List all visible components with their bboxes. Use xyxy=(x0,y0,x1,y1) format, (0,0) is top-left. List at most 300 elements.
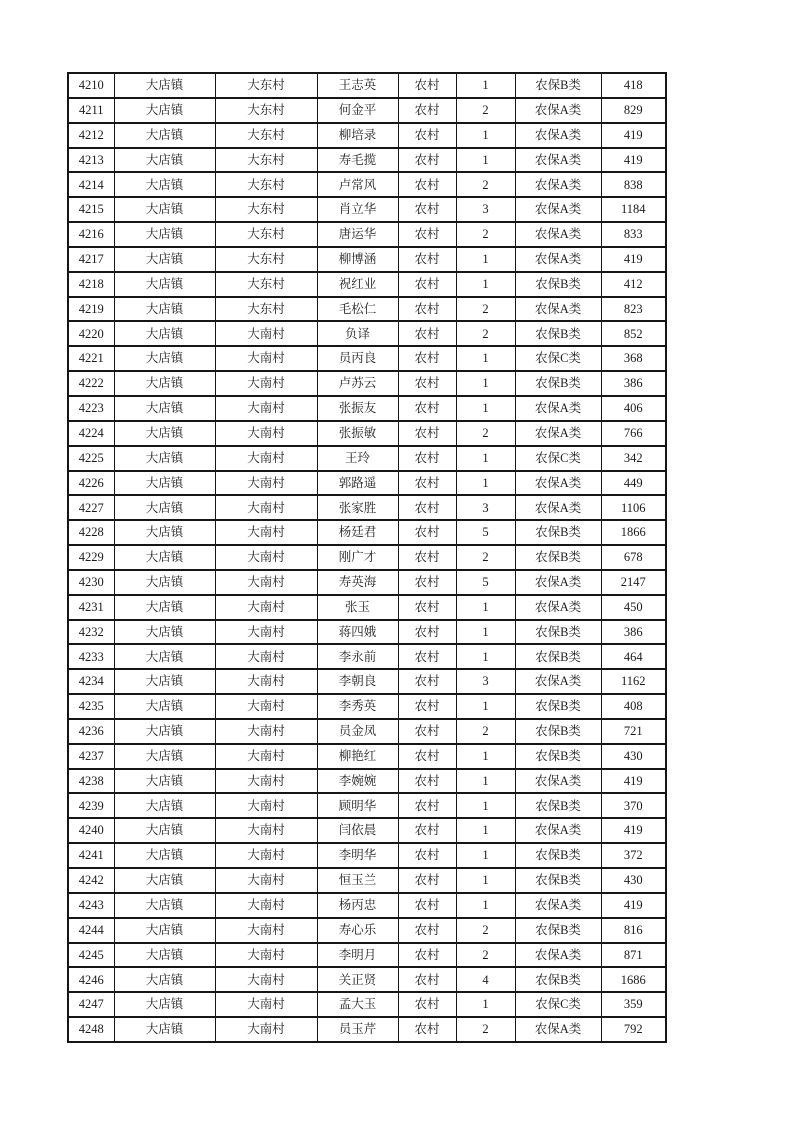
cell-insurance_class: 农保A类 xyxy=(515,893,601,918)
cell-village: 大南村 xyxy=(215,545,317,570)
cell-serial: 4230 xyxy=(68,570,114,595)
cell-serial: 4244 xyxy=(68,918,114,943)
cell-village: 大南村 xyxy=(215,992,317,1017)
cell-amount: 816 xyxy=(601,918,666,943)
cell-household_type: 农村 xyxy=(398,272,456,297)
cell-serial: 4239 xyxy=(68,793,114,818)
cell-amount: 359 xyxy=(601,992,666,1017)
cell-name: 柳博涵 xyxy=(317,247,398,272)
cell-village: 大南村 xyxy=(215,1017,317,1042)
cell-serial: 4220 xyxy=(68,321,114,346)
cell-town: 大店镇 xyxy=(114,868,215,893)
cell-town: 大店镇 xyxy=(114,620,215,645)
cell-town: 大店镇 xyxy=(114,793,215,818)
cell-serial: 4226 xyxy=(68,471,114,496)
cell-insurance_class: 农保A类 xyxy=(515,818,601,843)
cell-amount: 406 xyxy=(601,396,666,421)
cell-household_type: 农村 xyxy=(398,719,456,744)
cell-town: 大店镇 xyxy=(114,321,215,346)
cell-town: 大店镇 xyxy=(114,893,215,918)
cell-serial: 4222 xyxy=(68,371,114,396)
cell-insurance_class: 农保B类 xyxy=(515,719,601,744)
cell-amount: 419 xyxy=(601,893,666,918)
cell-name: 寿毛揽 xyxy=(317,148,398,173)
cell-village: 大南村 xyxy=(215,446,317,471)
cell-household_type: 农村 xyxy=(398,172,456,197)
cell-town: 大店镇 xyxy=(114,719,215,744)
cell-name: 毛松仁 xyxy=(317,297,398,322)
cell-person_count: 1 xyxy=(456,992,515,1017)
cell-name: 关正贤 xyxy=(317,967,398,992)
table-row xyxy=(68,321,666,346)
cell-serial: 4217 xyxy=(68,247,114,272)
cell-insurance_class: 农保B类 xyxy=(515,520,601,545)
cell-household_type: 农村 xyxy=(398,396,456,421)
cell-town: 大店镇 xyxy=(114,843,215,868)
cell-town: 大店镇 xyxy=(114,943,215,968)
cell-person_count: 2 xyxy=(456,545,515,570)
cell-insurance_class: 农保B类 xyxy=(515,793,601,818)
cell-household_type: 农村 xyxy=(398,495,456,520)
cell-person_count: 4 xyxy=(456,967,515,992)
cell-household_type: 农村 xyxy=(398,297,456,322)
cell-person_count: 1 xyxy=(456,868,515,893)
cell-name: 王志英 xyxy=(317,73,398,98)
cell-person_count: 2 xyxy=(456,421,515,446)
cell-serial: 4215 xyxy=(68,197,114,222)
table-row xyxy=(68,744,666,769)
cell-insurance_class: 农保A类 xyxy=(515,421,601,446)
cell-person_count: 5 xyxy=(456,520,515,545)
cell-insurance_class: 农保A类 xyxy=(515,1017,601,1042)
cell-household_type: 农村 xyxy=(398,545,456,570)
cell-insurance_class: 农保A类 xyxy=(515,297,601,322)
cell-person_count: 1 xyxy=(456,769,515,794)
cell-name: 李明华 xyxy=(317,843,398,868)
cell-town: 大店镇 xyxy=(114,1017,215,1042)
cell-person_count: 1 xyxy=(456,843,515,868)
cell-insurance_class: 农保C类 xyxy=(515,346,601,371)
cell-serial: 4247 xyxy=(68,992,114,1017)
records-table-body xyxy=(68,73,666,1042)
cell-village: 大东村 xyxy=(215,148,317,173)
cell-village: 大南村 xyxy=(215,694,317,719)
cell-amount: 1162 xyxy=(601,669,666,694)
cell-town: 大店镇 xyxy=(114,346,215,371)
cell-amount: 386 xyxy=(601,620,666,645)
cell-name: 王玲 xyxy=(317,446,398,471)
table-row xyxy=(68,719,666,744)
cell-amount: 1866 xyxy=(601,520,666,545)
table-row xyxy=(68,843,666,868)
cell-insurance_class: 农保B类 xyxy=(515,868,601,893)
cell-name: 杨丙忠 xyxy=(317,893,398,918)
cell-amount: 678 xyxy=(601,545,666,570)
cell-name: 李永前 xyxy=(317,644,398,669)
cell-town: 大店镇 xyxy=(114,421,215,446)
cell-insurance_class: 农保A类 xyxy=(515,98,601,123)
cell-household_type: 农村 xyxy=(398,570,456,595)
cell-village: 大南村 xyxy=(215,893,317,918)
cell-name: 张家胜 xyxy=(317,495,398,520)
cell-town: 大店镇 xyxy=(114,595,215,620)
cell-household_type: 农村 xyxy=(398,421,456,446)
cell-town: 大店镇 xyxy=(114,818,215,843)
cell-village: 大南村 xyxy=(215,868,317,893)
cell-household_type: 农村 xyxy=(398,843,456,868)
cell-town: 大店镇 xyxy=(114,769,215,794)
cell-village: 大东村 xyxy=(215,197,317,222)
cell-town: 大店镇 xyxy=(114,471,215,496)
cell-town: 大店镇 xyxy=(114,570,215,595)
cell-village: 大东村 xyxy=(215,98,317,123)
cell-town: 大店镇 xyxy=(114,446,215,471)
cell-village: 大南村 xyxy=(215,346,317,371)
cell-town: 大店镇 xyxy=(114,495,215,520)
cell-person_count: 1 xyxy=(456,346,515,371)
cell-serial: 4228 xyxy=(68,520,114,545)
cell-name: 李婉婉 xyxy=(317,769,398,794)
cell-person_count: 3 xyxy=(456,669,515,694)
cell-serial: 4219 xyxy=(68,297,114,322)
cell-name: 李朝良 xyxy=(317,669,398,694)
table-row xyxy=(68,123,666,148)
cell-person_count: 1 xyxy=(456,73,515,98)
cell-serial: 4221 xyxy=(68,346,114,371)
table-row xyxy=(68,222,666,247)
cell-name: 员玉芹 xyxy=(317,1017,398,1042)
cell-town: 大店镇 xyxy=(114,247,215,272)
cell-amount: 419 xyxy=(601,818,666,843)
cell-town: 大店镇 xyxy=(114,123,215,148)
cell-household_type: 农村 xyxy=(398,918,456,943)
cell-village: 大南村 xyxy=(215,421,317,446)
cell-serial: 4212 xyxy=(68,123,114,148)
cell-town: 大店镇 xyxy=(114,98,215,123)
cell-household_type: 农村 xyxy=(398,943,456,968)
cell-village: 大南村 xyxy=(215,321,317,346)
cell-name: 负译 xyxy=(317,321,398,346)
cell-town: 大店镇 xyxy=(114,644,215,669)
cell-household_type: 农村 xyxy=(398,73,456,98)
cell-person_count: 2 xyxy=(456,297,515,322)
cell-serial: 4242 xyxy=(68,868,114,893)
cell-amount: 449 xyxy=(601,471,666,496)
cell-person_count: 1 xyxy=(456,818,515,843)
cell-amount: 368 xyxy=(601,346,666,371)
table-row xyxy=(68,943,666,968)
cell-insurance_class: 农保A类 xyxy=(515,769,601,794)
cell-serial: 4231 xyxy=(68,595,114,620)
cell-amount: 342 xyxy=(601,446,666,471)
cell-household_type: 农村 xyxy=(398,1017,456,1042)
cell-household_type: 农村 xyxy=(398,793,456,818)
table-row xyxy=(68,371,666,396)
cell-household_type: 农村 xyxy=(398,818,456,843)
cell-name: 张振友 xyxy=(317,396,398,421)
cell-town: 大店镇 xyxy=(114,669,215,694)
table-row xyxy=(68,148,666,173)
cell-serial: 4236 xyxy=(68,719,114,744)
cell-name: 柳艳红 xyxy=(317,744,398,769)
cell-village: 大南村 xyxy=(215,644,317,669)
cell-person_count: 2 xyxy=(456,719,515,744)
cell-serial: 4232 xyxy=(68,620,114,645)
cell-name: 顾明华 xyxy=(317,793,398,818)
cell-amount: 450 xyxy=(601,595,666,620)
cell-village: 大东村 xyxy=(215,73,317,98)
cell-amount: 372 xyxy=(601,843,666,868)
cell-village: 大南村 xyxy=(215,744,317,769)
cell-serial: 4227 xyxy=(68,495,114,520)
cell-serial: 4243 xyxy=(68,893,114,918)
cell-name: 李明月 xyxy=(317,943,398,968)
table-row xyxy=(68,595,666,620)
cell-household_type: 农村 xyxy=(398,893,456,918)
cell-serial: 4238 xyxy=(68,769,114,794)
cell-household_type: 农村 xyxy=(398,321,456,346)
cell-village: 大南村 xyxy=(215,918,317,943)
cell-person_count: 1 xyxy=(456,446,515,471)
cell-insurance_class: 农保B类 xyxy=(515,73,601,98)
cell-name: 孟大玉 xyxy=(317,992,398,1017)
cell-insurance_class: 农保A类 xyxy=(515,148,601,173)
cell-serial: 4211 xyxy=(68,98,114,123)
cell-serial: 4246 xyxy=(68,967,114,992)
cell-person_count: 1 xyxy=(456,595,515,620)
cell-village: 大东村 xyxy=(215,247,317,272)
cell-village: 大南村 xyxy=(215,967,317,992)
cell-person_count: 2 xyxy=(456,222,515,247)
cell-village: 大南村 xyxy=(215,495,317,520)
cell-insurance_class: 农保A类 xyxy=(515,595,601,620)
cell-serial: 4245 xyxy=(68,943,114,968)
cell-insurance_class: 农保A类 xyxy=(515,943,601,968)
cell-amount: 419 xyxy=(601,123,666,148)
cell-serial: 4237 xyxy=(68,744,114,769)
table-row xyxy=(68,272,666,297)
cell-village: 大南村 xyxy=(215,669,317,694)
cell-person_count: 1 xyxy=(456,620,515,645)
cell-village: 大南村 xyxy=(215,396,317,421)
table-row xyxy=(68,669,666,694)
cell-amount: 1106 xyxy=(601,495,666,520)
cell-insurance_class: 农保A类 xyxy=(515,471,601,496)
table-row xyxy=(68,893,666,918)
cell-household_type: 农村 xyxy=(398,247,456,272)
cell-name: 卢苏云 xyxy=(317,371,398,396)
cell-household_type: 农村 xyxy=(398,197,456,222)
cell-household_type: 农村 xyxy=(398,769,456,794)
cell-household_type: 农村 xyxy=(398,868,456,893)
cell-person_count: 1 xyxy=(456,694,515,719)
cell-town: 大店镇 xyxy=(114,918,215,943)
table-row xyxy=(68,620,666,645)
cell-person_count: 5 xyxy=(456,570,515,595)
cell-town: 大店镇 xyxy=(114,967,215,992)
cell-household_type: 农村 xyxy=(398,98,456,123)
cell-village: 大南村 xyxy=(215,471,317,496)
cell-name: 闫依晨 xyxy=(317,818,398,843)
cell-household_type: 农村 xyxy=(398,744,456,769)
table-row xyxy=(68,396,666,421)
cell-amount: 419 xyxy=(601,247,666,272)
cell-serial: 4240 xyxy=(68,818,114,843)
cell-town: 大店镇 xyxy=(114,148,215,173)
cell-insurance_class: 农保C类 xyxy=(515,992,601,1017)
cell-serial: 4233 xyxy=(68,644,114,669)
cell-amount: 408 xyxy=(601,694,666,719)
cell-person_count: 2 xyxy=(456,321,515,346)
cell-household_type: 农村 xyxy=(398,520,456,545)
cell-person_count: 2 xyxy=(456,943,515,968)
cell-village: 大南村 xyxy=(215,371,317,396)
cell-town: 大店镇 xyxy=(114,992,215,1017)
cell-amount: 430 xyxy=(601,744,666,769)
cell-name: 柳培录 xyxy=(317,123,398,148)
cell-insurance_class: 农保B类 xyxy=(515,620,601,645)
cell-household_type: 农村 xyxy=(398,595,456,620)
cell-person_count: 1 xyxy=(456,148,515,173)
table-row xyxy=(68,769,666,794)
cell-amount: 419 xyxy=(601,148,666,173)
table-row xyxy=(68,98,666,123)
cell-town: 大店镇 xyxy=(114,744,215,769)
table-row xyxy=(68,1017,666,1042)
table-row xyxy=(68,967,666,992)
cell-household_type: 农村 xyxy=(398,620,456,645)
cell-insurance_class: 农保B类 xyxy=(515,272,601,297)
cell-town: 大店镇 xyxy=(114,396,215,421)
cell-person_count: 1 xyxy=(456,247,515,272)
cell-person_count: 1 xyxy=(456,123,515,148)
cell-household_type: 农村 xyxy=(398,967,456,992)
table-row xyxy=(68,297,666,322)
cell-household_type: 农村 xyxy=(398,222,456,247)
cell-person_count: 2 xyxy=(456,172,515,197)
cell-person_count: 1 xyxy=(456,396,515,421)
cell-amount: 823 xyxy=(601,297,666,322)
cell-amount: 386 xyxy=(601,371,666,396)
cell-name: 何金平 xyxy=(317,98,398,123)
cell-village: 大东村 xyxy=(215,222,317,247)
cell-person_count: 2 xyxy=(456,918,515,943)
cell-serial: 4216 xyxy=(68,222,114,247)
cell-name: 员丙良 xyxy=(317,346,398,371)
cell-insurance_class: 农保A类 xyxy=(515,396,601,421)
cell-amount: 412 xyxy=(601,272,666,297)
cell-household_type: 农村 xyxy=(398,346,456,371)
cell-name: 祝红业 xyxy=(317,272,398,297)
cell-amount: 418 xyxy=(601,73,666,98)
cell-town: 大店镇 xyxy=(114,371,215,396)
cell-insurance_class: 农保B类 xyxy=(515,918,601,943)
cell-village: 大东村 xyxy=(215,272,317,297)
cell-name: 李秀英 xyxy=(317,694,398,719)
cell-town: 大店镇 xyxy=(114,197,215,222)
cell-insurance_class: 农保B类 xyxy=(515,744,601,769)
cell-serial: 4234 xyxy=(68,669,114,694)
cell-person_count: 2 xyxy=(456,98,515,123)
table-row xyxy=(68,868,666,893)
cell-household_type: 农村 xyxy=(398,694,456,719)
table-row xyxy=(68,694,666,719)
table-row xyxy=(68,644,666,669)
cell-village: 大南村 xyxy=(215,520,317,545)
cell-village: 大南村 xyxy=(215,570,317,595)
cell-amount: 370 xyxy=(601,793,666,818)
cell-town: 大店镇 xyxy=(114,272,215,297)
cell-insurance_class: 农保A类 xyxy=(515,172,601,197)
cell-person_count: 1 xyxy=(456,471,515,496)
cell-town: 大店镇 xyxy=(114,545,215,570)
table-row xyxy=(68,172,666,197)
table-row xyxy=(68,545,666,570)
cell-name: 杨廷君 xyxy=(317,520,398,545)
cell-person_count: 3 xyxy=(456,197,515,222)
cell-name: 唐运华 xyxy=(317,222,398,247)
cell-insurance_class: 农保A类 xyxy=(515,669,601,694)
cell-person_count: 1 xyxy=(456,893,515,918)
cell-name: 郭路遥 xyxy=(317,471,398,496)
cell-amount: 1686 xyxy=(601,967,666,992)
cell-village: 大南村 xyxy=(215,620,317,645)
cell-person_count: 1 xyxy=(456,744,515,769)
table-row xyxy=(68,918,666,943)
cell-serial: 4235 xyxy=(68,694,114,719)
cell-insurance_class: 农保A类 xyxy=(515,197,601,222)
table-row xyxy=(68,992,666,1017)
table-row xyxy=(68,197,666,222)
cell-amount: 464 xyxy=(601,644,666,669)
cell-town: 大店镇 xyxy=(114,73,215,98)
cell-village: 大南村 xyxy=(215,769,317,794)
cell-town: 大店镇 xyxy=(114,172,215,197)
cell-name: 寿心乐 xyxy=(317,918,398,943)
cell-name: 张玉 xyxy=(317,595,398,620)
cell-village: 大东村 xyxy=(215,172,317,197)
cell-insurance_class: 农保B类 xyxy=(515,321,601,346)
cell-insurance_class: 农保B类 xyxy=(515,694,601,719)
cell-amount: 833 xyxy=(601,222,666,247)
cell-amount: 766 xyxy=(601,421,666,446)
table-row xyxy=(68,247,666,272)
cell-person_count: 1 xyxy=(456,272,515,297)
table-row xyxy=(68,446,666,471)
cell-amount: 2147 xyxy=(601,570,666,595)
cell-household_type: 农村 xyxy=(398,446,456,471)
cell-serial: 4224 xyxy=(68,421,114,446)
cell-insurance_class: 农保B类 xyxy=(515,967,601,992)
cell-village: 大南村 xyxy=(215,818,317,843)
cell-amount: 430 xyxy=(601,868,666,893)
cell-household_type: 农村 xyxy=(398,669,456,694)
cell-insurance_class: 农保A类 xyxy=(515,222,601,247)
cell-village: 大南村 xyxy=(215,719,317,744)
cell-insurance_class: 农保A类 xyxy=(515,495,601,520)
cell-serial: 4223 xyxy=(68,396,114,421)
cell-household_type: 农村 xyxy=(398,471,456,496)
records-table xyxy=(67,72,667,1043)
cell-amount: 1184 xyxy=(601,197,666,222)
cell-village: 大南村 xyxy=(215,793,317,818)
cell-amount: 419 xyxy=(601,769,666,794)
cell-person_count: 2 xyxy=(456,1017,515,1042)
cell-household_type: 农村 xyxy=(398,644,456,669)
table-row xyxy=(68,520,666,545)
table-row xyxy=(68,495,666,520)
cell-serial: 4229 xyxy=(68,545,114,570)
